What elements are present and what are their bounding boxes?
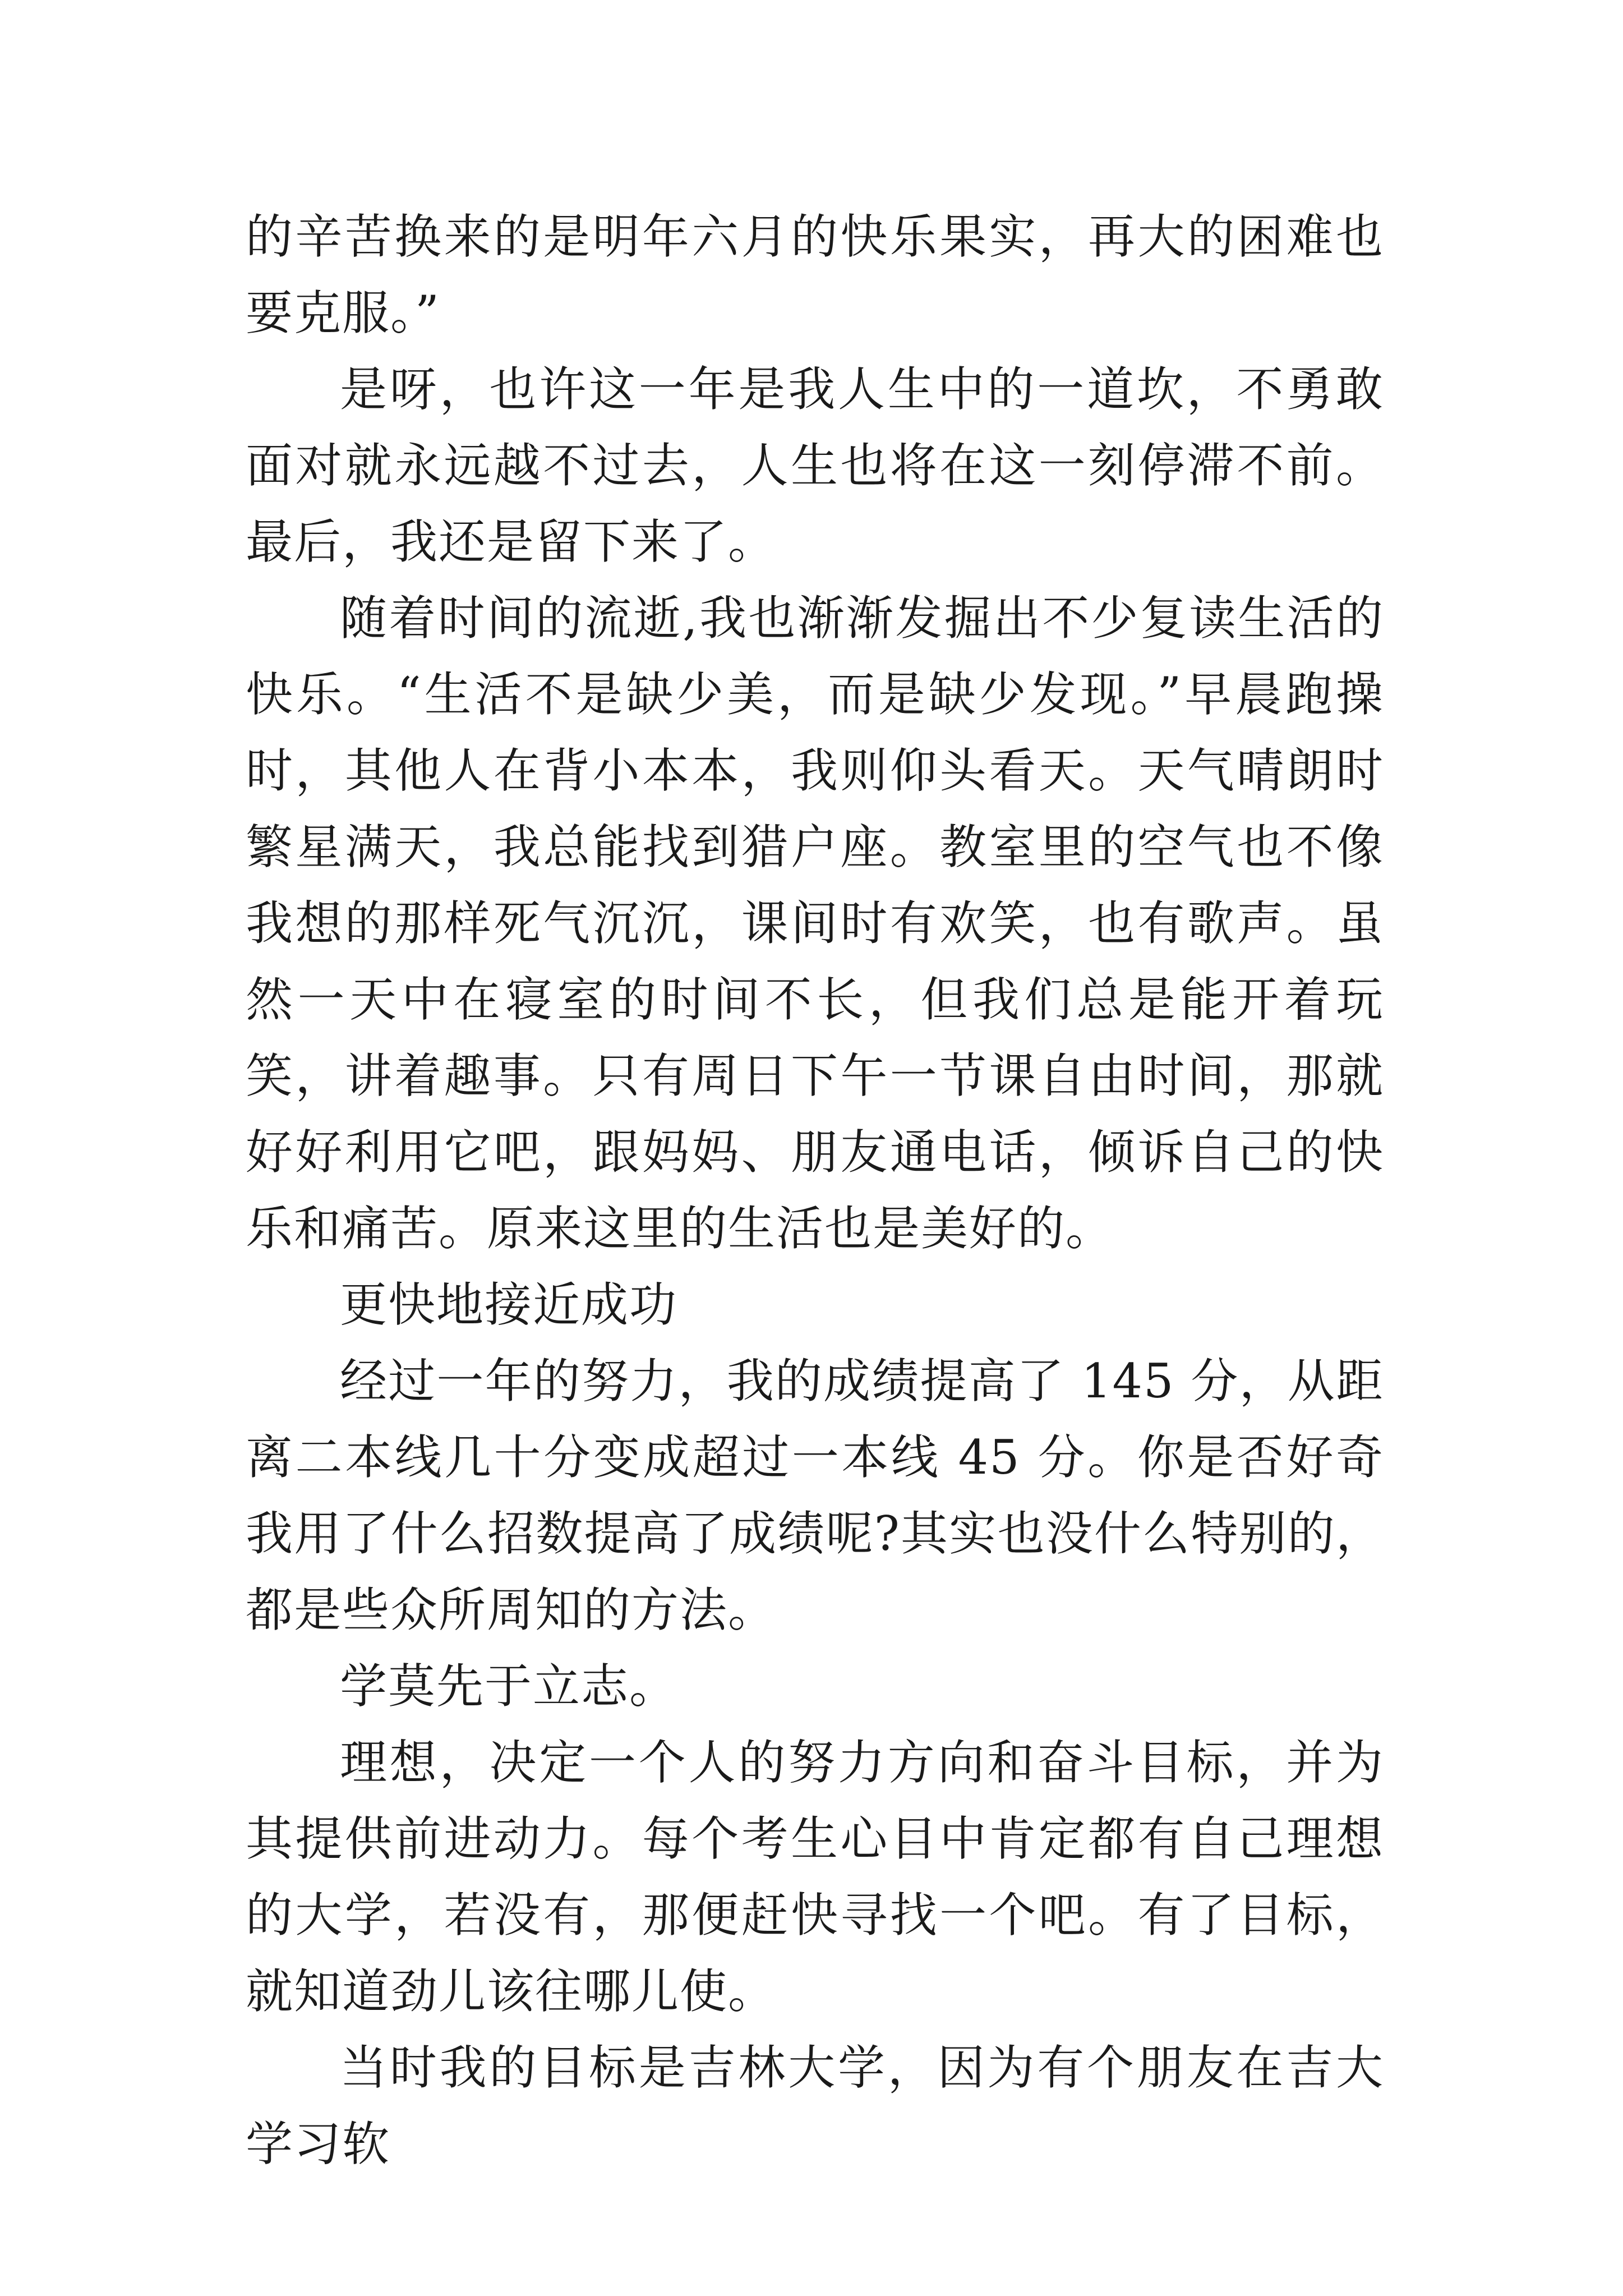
paragraph: 学莫先于立志。 — [340, 1659, 678, 1714]
body-text — [246, 199, 1384, 2182]
section-heading: 更快地接近成功 — [340, 1277, 678, 1332]
paragraph: 的辛苦换来的是明年六月的快乐果实，再大的困难也要克服。” — [246, 209, 1384, 341]
paragraph: 经过一年的努力，我的成绩提高了 145 分，从距离二本线几十分变成超过一本线 45 分。你是否好奇我用了什么招数提高了成绩呢?其实也没什么特别的，都是些众所周知的方法。 — [246, 1354, 1384, 1637]
paragraph: 理想，决定一个人的努力方向和奋斗目标，并为其提供前进动力。每个考生心目中肯定都有自己理想的大学，若没有，那便赶快寻找一个吧。有了目标，就知道劲儿该往哪儿使。 — [246, 1735, 1384, 2019]
paragraph: 是呀，也许这一年是我人生中的一道坎，不勇敢面对就永远越不过去，人生也将在这一刻停滞不前。最后，我还是留下来了。 — [246, 362, 1384, 569]
paragraph: 当时我的目标是吉林大学，因为有个朋友在吉大学习软 — [246, 2040, 1384, 2171]
paragraph: 随着时间的流逝,我也渐渐发掘出不少复读生活的快乐。“生活不是缺少美，而是缺少发现。”早晨跑操时，其他人在背小本本，我则仰头看天。天气晴朗时繁星满天，我总能找到猎户座。教室里的空气也不像我想的那样死气沉沉，课间时有欢笑，也有歌声。虽然一天中在寝室的时间不长，但我们总是能开着玩笑，讲着趣事。只有周日下午一节课自由时间，那就好好利用它吧，跟妈妈、朋友通电话，倾诉自己的快乐和痛苦。原来这里的生活也是美好的。 — [246, 591, 1384, 1256]
